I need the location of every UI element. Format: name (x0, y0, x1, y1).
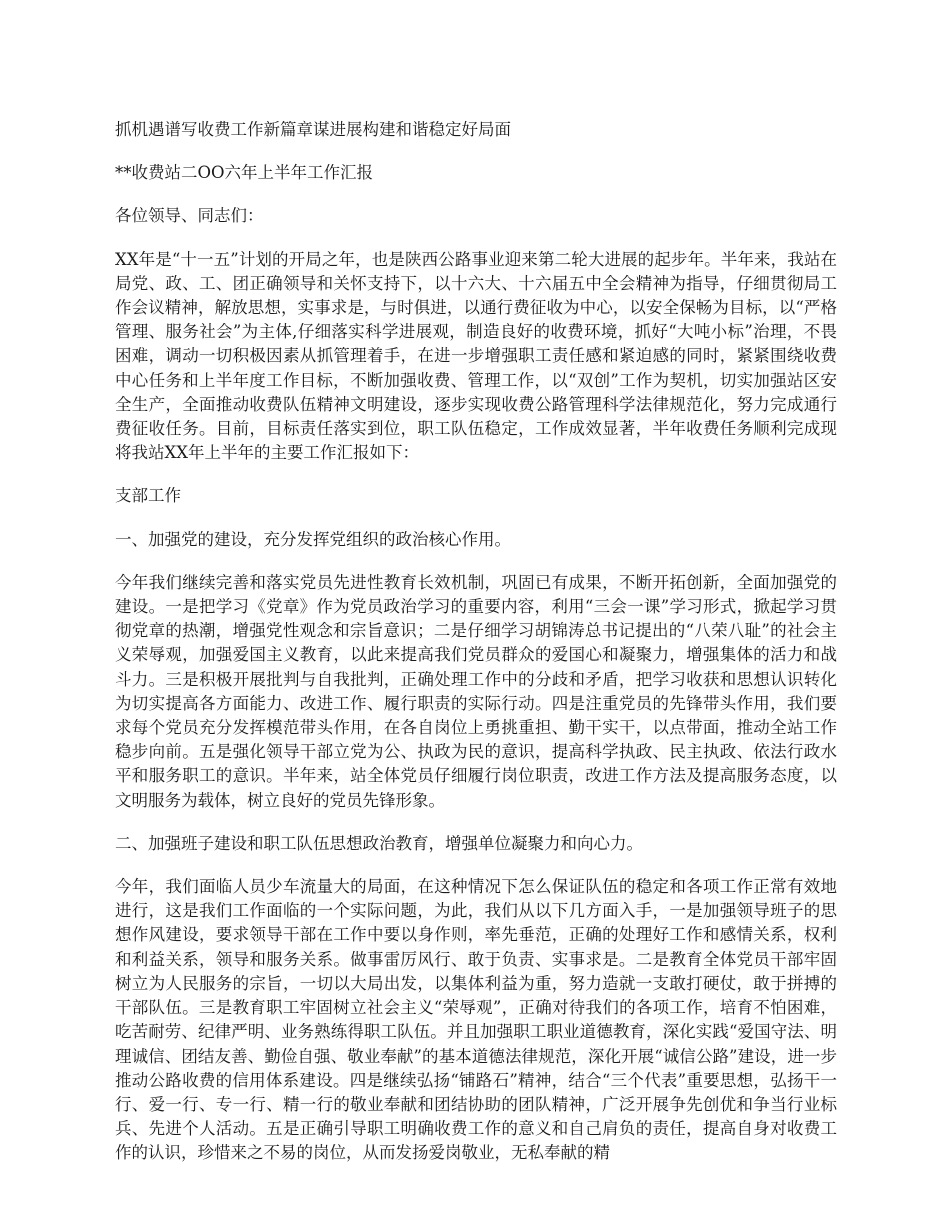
body-paragraph-1: 今年我们继续完善和落实党员先进性教育长效机制，巩固已有成果，不断开拓创新，全面加强党的建设。一是把学习《党章》作为党员政治学习的重要内容，利用“三会一课”学习形式，掀起学习贯彻党章的热潮，增强党性观念和宗旨意识；二是仔细学习胡锦涛总书记提出的“八荣八耻”的社会主义荣辱观，加强爱国主义教育，以此来提高我们党员群众的爱国心和凝聚力，增强集体的活力和战斗力。三是积极开展批判与自我批判，正确处理工作中的分歧和矛盾，把学习收获和思想认识转化为切实提高各方面能力、改进工作、履行职责的实际行动。四是注重党员的先锋带头作用，我们要求每个党员充分发挥模范带头作用，在各自岗位上勇挑重担、勤干实干，以点带面，推动全站工作稳步向前。五是强化领导干部立党为公、执政为民的意识，提高科学执政、民主执政、依法行政水平和服务职工的意识。半年来，站全体党员仔细履行岗位职责，改进工作方法及提高服务态度，以文明服务为载体，树立良好的党员先锋形象。 (115, 572, 837, 810)
body-paragraph-2: 今年，我们面临人员少车流量大的局面，在这种情况下怎么保证队伍的稳定和各项工作正常有效地进行，这是我们工作面临的一个实际问题，为此，我们从以下几方面入手，一是加强领导班子的思想作风建设，要求领导干部在工作中要以身作则，率先垂范，正确的处理好工作和感情关系，权利和利益关系，领导和服务关系。做事雷厉风行、敢于负责、实事求是。二是教育全体党员干部牢固树立为人民服务的宗旨，一切以大局出发，以集体利益为重，努力造就一支敢打硬仗，敢于拼搏的干部队伍。三是教育职工牢固树立社会主义“荣辱观”，正确对待我们的各项工作，培育不怕困难，吃苦耐劳、纪律严明、业务熟练得职工队伍。并且加强职工职业道德教育，深化实践“爱国守法、明理诚信、团结友善、勤俭自强、敬业奉献”的基本道德法律规范，深化开展“诚信公路”建设，进一步推动公路收费的信用体系建设。四是继续弘扬“铺路石”精神，结合“三个代表”重要思想，弘扬干一行、爱一行、专一行、精一行的敬业奉献和团结协助的团队精神，广泛开展争先创优和争当行业标兵、先进个人活动。五是正确引导职工明确收费工作的意义和自己肩负的责任，提高自身对收费工作的认识，珍惜来之不易的岗位，从而发扬爱岗敬业，无私奉献的精 (115, 877, 837, 1163)
document-title: 抓机遇谱写收费工作新篇章谋进展构建和谐稳定好局面 (115, 120, 511, 139)
salutation: 各位领导、同志们： (115, 206, 264, 226)
document-page (115, 118, 837, 1185)
section-heading-1: 一、加强党的建设，充分发挥党组织的政治核心作用。 (115, 529, 511, 549)
document-subtitle: **收费站二OO六年上半年工作汇报 (115, 163, 374, 183)
section-heading-2: 二、加强班子建设和职工队伍思想政治教育，增强单位凝聚力和向心力。 (115, 833, 643, 853)
section-label: 支部工作 (115, 486, 181, 506)
intro-paragraph: XX年是“十一五”计划的开局之年，也是陕西公路事业迎来第二轮大进展的起步年。半年来，我站在局党、政、工、团正确领导和关怀支持下，以十六大、十六届五中全会精神为指导，仔细贯彻局工作会议精神，解放思想，实事求是，与时俱进，以通行费征收为中心，以安全保畅为目标，以“严格管理、服务社会”为主体,仔细落实科学进展观，制造良好的收费环境，抓好“大吨小标”治理，不畏困难，调动一切积极因素从抓管理着手，在进一步增强职工责任感和紧迫感的同时，紧紧围绕收费中心任务和上半年度工作目标，不断加强收费、管理工作，以“双创”工作为契机，切实加强站区安全生产，全面推动收费队伍精神文明建设，逐步实现收费公路管理科学法律规范化，努力完成通行费征收任务。目前，目标责任落实到位，职工队伍稳定，工作成效显著，半年收费任务顺利完成现将我站XX年上半年的主要工作汇报如下： (115, 249, 837, 463)
